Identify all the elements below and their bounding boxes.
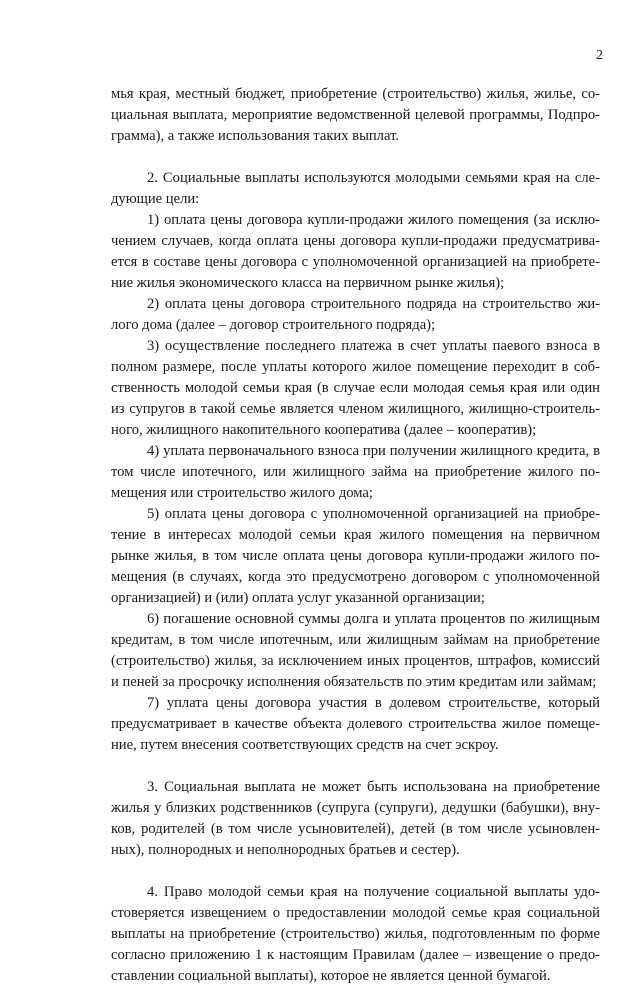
paragraph-item-6: 6) погашение основной суммы долга и уплата процентов по жилищным кредитам, в том числе ипотечным, или жилищным займам на приобретение (строительство) жилья, за исключением иных процентов, штрафов, комиссий и пеней за просрочку исполнения обязательств по этим кредитам или займам; xyxy=(111,611,600,690)
paragraph-section-2: 2. Социальные выплаты используются молодыми семьями края на следующие цели: xyxy=(111,170,600,207)
page-number: 2 xyxy=(596,48,603,63)
paragraph-item-2: 2) оплата цены договора строительного подряда на строительство жилого дома (далее – договор строительного подряда); xyxy=(111,296,600,333)
paragraph-intro-continuation: мья края, местный бюджет, приобретение (строительство) жилья, жилье, социальная выплата, мероприятие ведомственной целевой программы, Подпрограмма), а также использования таких выплат. xyxy=(111,86,600,144)
paragraph-section-3: 3. Социальная выплата не может быть использована на приобретение жилья у близких родственников (супруга (супруги), дедушки (бабушки), внуков, родителей (в том числе усыновителей), детей (в том числе усыновленных), полнородных и неполнородных братьев и сестер). xyxy=(111,779,600,858)
paragraph-item-1: 1) оплата цены договора купли-продажи жилого помещения (за исключением случаев, когда оплата цены договора купли-продажи предусматривается в составе цены договора с уполномоченной организацией на приобретение жилья экономического класса на первичном рынке жилья); xyxy=(111,212,600,291)
paragraph-section-4: 4. Право молодой семьи края на получение социальной выплаты удостоверяется извещением о предоставлении молодой семье края социальной выплаты на приобретение (строительство) жилья, подготовленным по форме согласно приложению 1 к настоящим Правилам (далее – извещение о предоставлении социальной выплаты), которое не является ценной бумагой. xyxy=(111,884,600,984)
document-body xyxy=(111,84,600,987)
paragraph-item-5: 5) оплата цены договора с уполномоченной организацией на приобретение в интересах молодой семьи края жилого помещения на первичном рынке жилья, в том числе оплата цены договора купли-продажи жилого помещения (в случаях, когда это предусмотрено договором с уполномоченной организацией) и (или) оплата услуг указанной организации; xyxy=(111,506,600,606)
paragraph-item-3: 3) осуществление последнего платежа в счет уплаты паевого взноса в полном размере, после уплаты которого жилое помещение переходит в собственность молодой семьи края (в случае если молодая семья края или один из супругов в такой семье является членом жилищного, жилищно-строительного, жилищного накопительного кооператива (далее – кооператив); xyxy=(111,338,600,438)
paragraph-item-7: 7) уплата цены договора участия в долевом строительстве, который предусматривает в качестве объекта долевого строительства жилое помещение, путем внесения соответствующих средств на счет эскроу. xyxy=(111,695,600,753)
paragraph-item-4: 4) уплата первоначального взноса при получении жилищного кредита, в том числе ипотечного, или жилищного займа на приобретение жилого помещения или строительство жилого дома; xyxy=(111,443,600,501)
